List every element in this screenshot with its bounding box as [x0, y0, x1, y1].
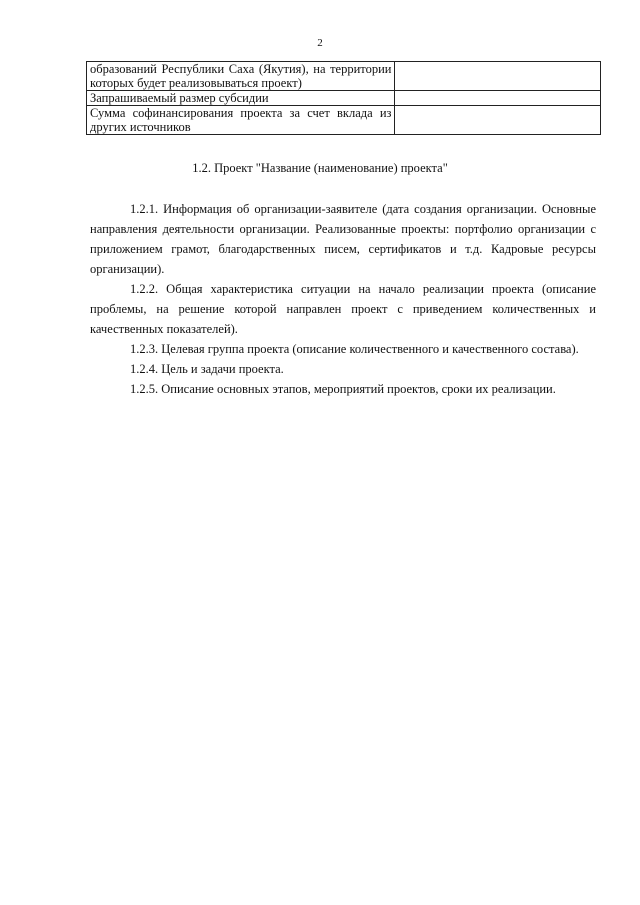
table-cell-label: Запрашиваемый размер субсидии — [87, 91, 395, 106]
table-row — [87, 91, 601, 106]
table-row — [87, 106, 601, 135]
table-cell-label: образований Республики Саха (Якутия), на территории которых будет реализовываться проект) — [87, 62, 395, 91]
application-table — [86, 61, 601, 135]
table-cell-value — [395, 106, 601, 135]
paragraph-1-2-5: 1.2.5. Описание основных этапов, мероприятий проектов, сроки их реализации. — [130, 382, 556, 396]
table-cell-label: Сумма софинансирования проекта за счет вклада из других источников — [87, 106, 395, 135]
table-cell-value — [395, 62, 601, 91]
table-row — [87, 62, 601, 91]
paragraph-1-2-2: 1.2.2. Общая характеристика ситуации на начало реализации проекта (описание проблемы, на решение которой направлен проект с приведением количественных и качественных показателей). — [90, 282, 596, 336]
paragraph-1-2-4: 1.2.4. Цель и задачи проекта. — [130, 362, 284, 376]
page-number: 2 — [317, 37, 323, 49]
section-title: 1.2. Проект "Название (наименование) проекта" — [192, 161, 448, 175]
section-body — [90, 199, 596, 399]
table-cell-value — [395, 91, 601, 106]
paragraph-1-2-1: 1.2.1. Информация об организации-заявителе (дата создания организации. Основные направления деятельности организации. Реализованные проекты: портфолио организации с приложением грамот, благодарственных писем, сертификатов и т.д. Кадровые ресурсы организации). — [90, 202, 596, 276]
paragraph-1-2-3: 1.2.3. Целевая группа проекта (описание количественного и качественного состава). — [130, 342, 579, 356]
